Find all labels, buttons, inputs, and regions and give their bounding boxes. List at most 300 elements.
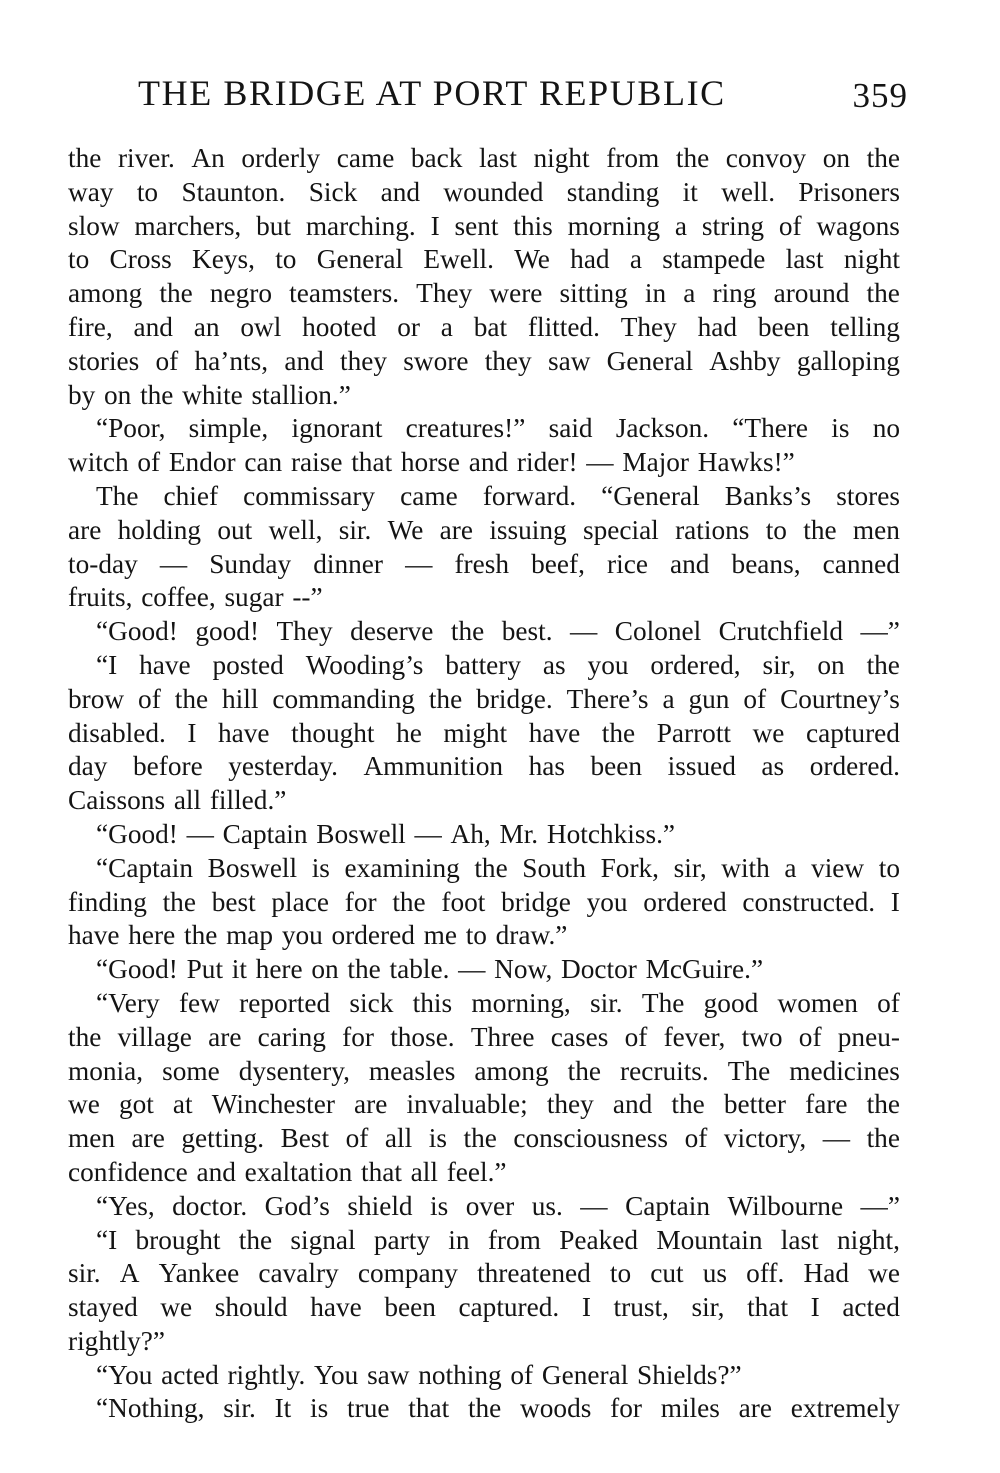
word: sick: [349, 987, 394, 1018]
word: measles: [368, 1055, 456, 1086]
word: —: [822, 1123, 851, 1154]
word: the: [174, 683, 209, 714]
word: orderly: [241, 143, 321, 173]
word: of: [877, 987, 900, 1018]
text-line: [68, 649, 900, 683]
text-line: [68, 886, 900, 920]
word: forward.: [482, 480, 577, 511]
word: examining: [344, 852, 460, 883]
word: the: [866, 1089, 900, 1120]
word: “Very: [96, 987, 160, 1018]
word: rider!: [516, 447, 578, 478]
word: he: [396, 717, 422, 748]
word: from: [487, 1224, 541, 1255]
word: “General: [601, 480, 700, 511]
word: “Good!: [96, 616, 178, 647]
word: that: [408, 1393, 450, 1424]
word: of: [137, 447, 161, 478]
word: of: [155, 345, 179, 376]
word: morning,: [471, 987, 571, 1018]
word: better: [723, 1089, 787, 1120]
word: had: [570, 244, 610, 275]
word: you: [587, 649, 629, 680]
word: the: [68, 143, 102, 173]
text-line: [68, 987, 900, 1021]
word: --”: [292, 582, 323, 613]
text-line: [68, 243, 900, 277]
word: those.: [390, 1021, 455, 1052]
word: a: [683, 278, 696, 309]
word: map: [226, 920, 274, 951]
word: confidence: [68, 1156, 188, 1187]
word: that: [351, 447, 393, 478]
word: Major: [622, 447, 690, 478]
word: fruits,: [68, 582, 133, 613]
word: is: [831, 413, 850, 444]
word: Captain: [625, 1190, 710, 1221]
word: General: [606, 345, 694, 376]
word: miles: [660, 1393, 720, 1424]
word: the: [450, 616, 485, 647]
word: came: [400, 480, 458, 511]
word: party: [373, 1224, 430, 1255]
word: that: [361, 1156, 402, 1187]
text-line: [68, 311, 900, 345]
word: is: [428, 1123, 447, 1154]
word: consciousness: [513, 1123, 669, 1154]
word: to: [68, 244, 90, 275]
word: Jackson.: [615, 413, 710, 444]
word: negro: [209, 278, 273, 309]
word: over: [465, 1190, 515, 1221]
word: Mountain: [656, 1224, 763, 1255]
word: sent: [454, 210, 499, 241]
word: ordered: [643, 886, 727, 917]
word: as: [761, 751, 785, 782]
word: posted: [212, 649, 284, 680]
word: Parrott: [656, 717, 731, 748]
word: string: [701, 210, 765, 241]
word: company: [357, 1258, 458, 1289]
word: teamsters.: [289, 278, 400, 309]
word: a: [629, 244, 642, 275]
word: yesterday.: [228, 751, 338, 782]
word: reported: [239, 987, 331, 1018]
word: Had: [803, 1258, 849, 1289]
word: —: [580, 1190, 608, 1221]
word: best: [211, 886, 256, 917]
word: I: [810, 1292, 820, 1323]
word: doctor.: [172, 1190, 248, 1221]
text-line: [68, 818, 900, 852]
word: raise: [290, 447, 343, 478]
word: is: [311, 852, 330, 883]
text-line: [68, 1392, 900, 1426]
word: feel.”: [446, 1156, 507, 1187]
word: among: [474, 1055, 549, 1086]
word: beans,: [731, 548, 801, 579]
word: telling: [830, 311, 900, 342]
word: saw: [547, 345, 591, 376]
word: have: [139, 649, 191, 680]
word: issuing: [489, 514, 567, 545]
word: here: [255, 954, 303, 985]
word: the: [474, 852, 508, 883]
text-line: [68, 1359, 900, 1393]
text-line: [68, 750, 900, 784]
word: but: [256, 210, 291, 241]
word: in: [644, 278, 667, 309]
word: hooted: [302, 311, 377, 342]
word: getting.: [181, 1123, 265, 1154]
word: extremely: [790, 1393, 900, 1424]
word: the: [183, 920, 218, 951]
word: Best: [280, 1123, 330, 1154]
word: sir.: [338, 514, 372, 545]
word: last: [785, 244, 824, 275]
word: and: [468, 447, 509, 478]
body-text: [68, 142, 900, 1426]
text-line: [68, 210, 900, 244]
word: it: [231, 954, 247, 985]
word: all: [410, 1156, 438, 1187]
word: acted: [161, 1359, 219, 1390]
word: of: [684, 1123, 708, 1154]
word: “Captain: [96, 852, 194, 883]
word: an: [193, 311, 220, 342]
word: McGuire.”: [645, 954, 764, 985]
word: river.: [117, 143, 175, 173]
word: Put: [186, 954, 224, 985]
word: deserve: [350, 616, 434, 647]
word: —: [458, 954, 486, 985]
word: monia,: [68, 1055, 144, 1086]
word: They: [416, 278, 473, 309]
text-line: [68, 1088, 900, 1122]
word: to: [275, 244, 297, 275]
word: can: [244, 447, 283, 478]
word: and: [612, 1089, 653, 1120]
word: ordered: [331, 920, 415, 951]
word: are: [68, 514, 102, 545]
word: Banks’s: [724, 480, 812, 511]
text-line: [68, 1257, 900, 1291]
word: Peaked: [559, 1224, 639, 1255]
word: —: [569, 616, 598, 647]
text-line: [68, 1156, 900, 1190]
word: brought: [135, 1224, 221, 1255]
word: we: [752, 717, 785, 748]
word: Hotchkiss.”: [546, 818, 676, 849]
word: special: [582, 514, 659, 545]
word: signal: [290, 1224, 356, 1255]
word: stallion.”: [251, 379, 351, 410]
page-number: 359: [852, 76, 908, 115]
word: rightly?”: [68, 1325, 166, 1356]
word: of: [138, 683, 161, 714]
word: —”: [860, 1190, 900, 1221]
text-line: [68, 717, 900, 751]
word: horse: [400, 447, 461, 478]
word: and: [670, 548, 710, 579]
word: Staunton.: [181, 176, 286, 207]
word: a: [662, 683, 675, 714]
word: ordered.: [809, 751, 900, 782]
word: —: [405, 548, 433, 579]
word: the: [140, 379, 174, 410]
word: Ammunition: [363, 751, 503, 782]
word: galloping: [796, 345, 900, 376]
word: place: [271, 886, 329, 917]
word: to: [465, 920, 487, 951]
word: issued: [667, 751, 736, 782]
word: bridge.: [476, 683, 553, 714]
word: have: [218, 717, 270, 748]
word: We: [514, 244, 550, 275]
word: off.: [746, 1258, 785, 1289]
word: in: [448, 1224, 470, 1255]
text-line: [68, 683, 900, 717]
word: well.: [721, 176, 776, 207]
text-line: [68, 1224, 900, 1258]
word: of: [624, 1021, 648, 1052]
word: men: [852, 514, 900, 545]
word: it: [682, 176, 698, 207]
word: bridge: [501, 886, 571, 917]
word: have: [528, 717, 581, 748]
word: “You: [96, 1359, 153, 1390]
word: stories: [68, 345, 140, 376]
text-line: [68, 379, 900, 413]
word: came: [336, 143, 395, 173]
word: Courtney’s: [780, 683, 900, 714]
word: been: [757, 311, 810, 342]
word: with: [721, 852, 770, 883]
word: two: [741, 1021, 783, 1052]
word: Winchester: [211, 1089, 335, 1120]
word: sir,: [691, 1292, 725, 1323]
word: all: [384, 1123, 413, 1154]
text-line: [68, 277, 900, 311]
word: Wilbourne: [727, 1190, 844, 1221]
word: finding: [68, 886, 147, 917]
word: of: [743, 683, 767, 714]
word: men: [68, 1123, 115, 1154]
word: slow: [68, 210, 120, 241]
word: the: [238, 1224, 273, 1255]
word: to: [878, 852, 900, 883]
word: by: [68, 379, 96, 410]
word: before: [132, 751, 203, 782]
word: ha’nts,: [194, 345, 269, 376]
text-line: [68, 852, 900, 886]
word: the: [601, 717, 636, 748]
text-line: [68, 514, 900, 548]
text-line: [68, 1122, 900, 1156]
word: trust,: [613, 1292, 669, 1323]
word: cut: [650, 1258, 684, 1289]
word: shield: [347, 1190, 413, 1221]
word: they: [484, 345, 532, 376]
word: wagons: [816, 210, 900, 241]
word: cavalry: [258, 1258, 339, 1289]
word: “Good!: [96, 818, 178, 849]
word: hill: [222, 683, 259, 714]
word: to: [609, 1258, 632, 1289]
word: no: [872, 413, 900, 444]
word: A: [119, 1258, 140, 1289]
word: I: [581, 1292, 591, 1323]
word: nothing: [418, 1359, 502, 1390]
word: constructed.: [742, 886, 876, 917]
word: invaluable;: [406, 1089, 528, 1120]
word: General: [541, 1359, 629, 1390]
word: good: [703, 987, 759, 1018]
word: the: [866, 278, 900, 309]
word: creatures!”: [405, 413, 526, 444]
word: commanding: [272, 683, 415, 714]
text-line: [68, 615, 900, 649]
text-line: [68, 1190, 900, 1224]
text-line: [68, 446, 900, 480]
word: victory,: [723, 1123, 807, 1154]
word: a: [440, 311, 453, 342]
word: Prisoners: [798, 176, 900, 207]
word: are: [439, 514, 473, 545]
word: us.: [531, 1190, 563, 1221]
word: wounded: [443, 176, 544, 207]
word: and: [133, 311, 173, 342]
word: sir,: [762, 649, 796, 680]
text-line: [68, 1021, 900, 1055]
word: marching.: [305, 210, 416, 241]
word: on: [822, 143, 851, 173]
word: some: [162, 1055, 220, 1086]
word: General: [316, 244, 404, 275]
word: here: [128, 920, 176, 951]
word: —: [414, 818, 442, 849]
word: marchers,: [134, 210, 242, 241]
word: “Good!: [96, 954, 178, 985]
word: They: [620, 311, 677, 342]
word: and: [196, 1156, 236, 1187]
word: stampede: [662, 244, 766, 275]
running-title: THE BRIDGE AT PORT REPUBLIC: [138, 73, 726, 113]
word: are: [354, 1089, 388, 1120]
word: sir.: [68, 1258, 101, 1289]
word: among: [68, 278, 143, 309]
word: —”: [860, 616, 900, 647]
word: medicines: [789, 1055, 900, 1086]
word: The: [727, 1055, 771, 1086]
word: might: [443, 717, 508, 748]
text-line: [68, 176, 900, 210]
word: rations: [675, 514, 750, 545]
word: acted: [842, 1292, 900, 1323]
word: South: [522, 852, 587, 883]
word: “I: [96, 649, 118, 680]
word: a: [784, 852, 797, 883]
word: the: [428, 683, 463, 714]
word: sir,: [673, 852, 707, 883]
word: has: [528, 751, 565, 782]
word: Boswell: [207, 852, 298, 883]
word: you: [281, 920, 323, 951]
word: battery: [445, 649, 522, 680]
word: they: [340, 345, 387, 376]
word: “Poor,: [96, 413, 166, 444]
word: Ewell.: [423, 244, 494, 275]
word: I: [187, 717, 197, 748]
word: sugar: [224, 582, 284, 613]
word: the: [866, 1123, 900, 1154]
word: have: [310, 1292, 362, 1323]
word: exaltation: [244, 1156, 353, 1187]
word: stayed: [68, 1292, 138, 1323]
word: standing: [566, 176, 660, 207]
word: They: [276, 616, 333, 647]
running-head: [138, 68, 908, 128]
word: this: [513, 210, 553, 241]
word: the: [463, 1123, 497, 1154]
word: dysentery,: [238, 1055, 350, 1086]
word: all: [173, 785, 202, 816]
word: “Nothing,: [96, 1393, 205, 1424]
word: captured.: [458, 1292, 560, 1323]
word: simple,: [188, 413, 269, 444]
word: were: [489, 278, 543, 309]
word: Colonel: [614, 616, 702, 647]
text-line: [68, 784, 900, 818]
word: of: [510, 1359, 534, 1390]
word: night: [843, 244, 900, 275]
text-line: [68, 412, 900, 446]
word: the: [671, 1089, 705, 1120]
word: day: [68, 751, 108, 782]
word: is: [310, 1393, 329, 1424]
word: coffee,: [141, 582, 216, 613]
word: sir.: [590, 987, 623, 1018]
word: holding: [117, 514, 202, 545]
word: to: [136, 176, 159, 207]
word: are: [208, 1021, 242, 1052]
word: the: [68, 1021, 102, 1052]
word: Ashby: [709, 345, 781, 376]
word: is: [430, 1190, 449, 1221]
word: me: [423, 920, 457, 951]
word: white: [182, 379, 243, 410]
word: Sick: [308, 176, 358, 207]
word: should: [214, 1292, 288, 1323]
word: women: [777, 987, 858, 1018]
word: back: [410, 143, 463, 173]
word: fare: [805, 1089, 848, 1120]
word: for: [344, 886, 377, 917]
word: ordered,: [650, 649, 741, 680]
word: the: [392, 886, 426, 917]
text-line: [68, 345, 900, 379]
word: recruits.: [620, 1055, 709, 1086]
word: convoy: [725, 143, 807, 173]
word: and: [380, 176, 420, 207]
word: true: [347, 1393, 390, 1424]
word: swore: [403, 345, 469, 376]
word: are: [131, 1123, 165, 1154]
word: they: [546, 1089, 594, 1120]
word: the: [347, 954, 381, 985]
word: night: [533, 143, 590, 173]
word: ring: [712, 278, 757, 309]
